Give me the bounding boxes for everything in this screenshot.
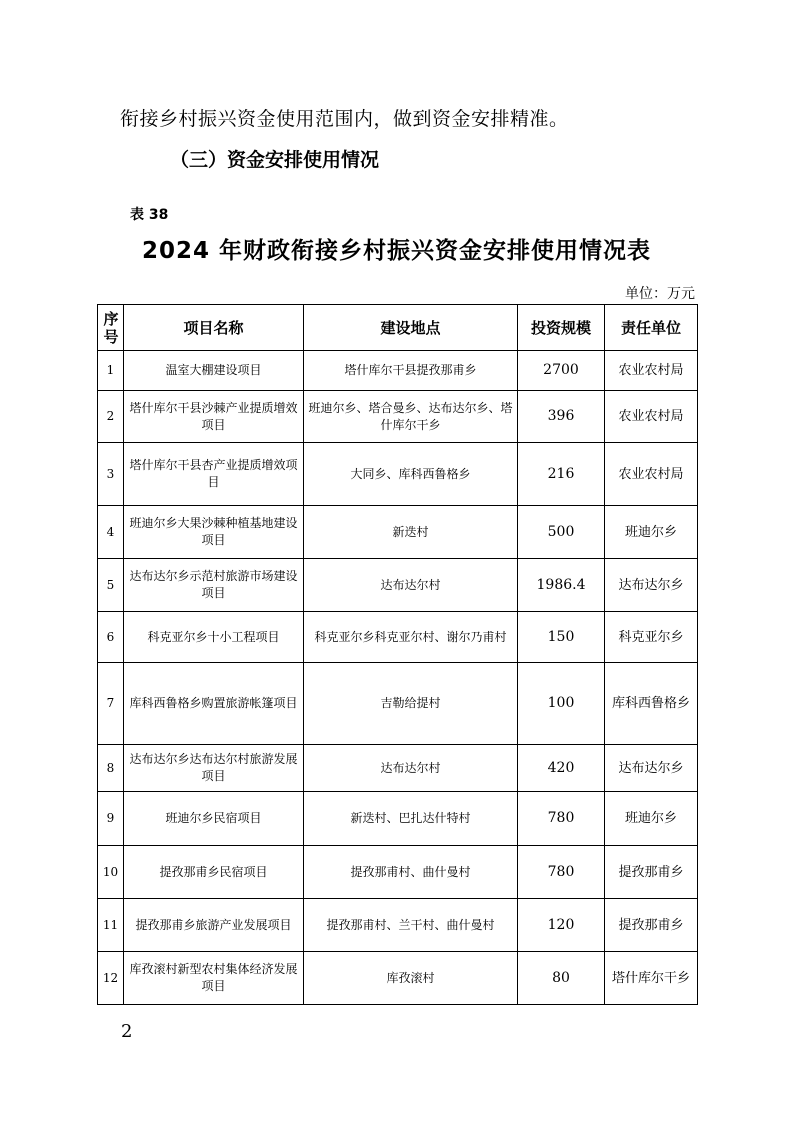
cell-name: 提孜那甫乡旅游产业发展项目 <box>124 899 304 952</box>
cell-investment: 2700 <box>518 351 605 391</box>
cell-seq: 5 <box>98 559 124 612</box>
cell-location: 大同乡、库科西鲁格乡 <box>304 443 518 506</box>
header-location: 建设地点 <box>304 305 518 351</box>
cell-name: 温室大棚建设项目 <box>124 351 304 391</box>
cell-location: 达布达尔村 <box>304 559 518 612</box>
cell-seq: 12 <box>98 952 124 1005</box>
cell-seq: 1 <box>98 351 124 391</box>
table-row <box>98 952 698 1005</box>
cell-name: 库科西鲁格乡购置旅游帐篷项目 <box>124 663 304 745</box>
cell-name: 库孜滚村新型农村集体经济发展项目 <box>124 952 304 1005</box>
cell-name: 班迪尔乡大果沙棘种植基地建设项目 <box>124 506 304 559</box>
cell-location: 提孜那甫村、兰干村、曲什曼村 <box>304 899 518 952</box>
cell-location: 提孜那甫村、曲什曼村 <box>304 846 518 899</box>
cell-name: 塔什库尔干县杏产业提质增效项目 <box>124 443 304 506</box>
cell-name: 达布达尔乡达布达尔村旅游发展项目 <box>124 745 304 792</box>
header-name: 项目名称 <box>124 305 304 351</box>
cell-investment: 396 <box>518 391 605 443</box>
cell-name: 班迪尔乡民宿项目 <box>124 792 304 846</box>
header-investment: 投资规模 <box>518 305 605 351</box>
cell-location: 塔什库尔干县提孜那甫乡 <box>304 351 518 391</box>
table-title: 2024 年财政衔接乡村振兴资金安排使用情况表 <box>141 238 652 264</box>
table-row <box>98 506 698 559</box>
section-heading: （三）资金安排使用情况 <box>170 149 380 171</box>
cell-location: 新迭村、巴扎达什特村 <box>304 792 518 846</box>
cell-seq: 6 <box>98 612 124 663</box>
cell-name: 科克亚尔乡十小工程项目 <box>124 612 304 663</box>
table-row <box>98 391 698 443</box>
page-number: 2 <box>121 1021 133 1042</box>
cell-seq: 3 <box>98 443 124 506</box>
cell-seq: 10 <box>98 846 124 899</box>
cell-location: 库孜滚村 <box>304 952 518 1005</box>
table-row <box>98 351 698 391</box>
table-row <box>98 663 698 745</box>
cell-investment: 100 <box>518 663 605 745</box>
cell-investment: 120 <box>518 899 605 952</box>
cell-seq: 7 <box>98 663 124 745</box>
cell-responsible: 塔什库尔干乡 <box>605 952 698 1005</box>
cell-responsible: 科克亚尔乡 <box>605 612 698 663</box>
header-responsible: 责任单位 <box>605 305 698 351</box>
table-number: 表 38 <box>130 207 169 223</box>
cell-name: 达布达尔乡示范村旅游市场建设项目 <box>124 559 304 612</box>
table-row <box>98 899 698 952</box>
cell-responsible: 农业农村局 <box>605 351 698 391</box>
cell-responsible: 班迪尔乡 <box>605 506 698 559</box>
cell-seq: 11 <box>98 899 124 952</box>
cell-investment: 420 <box>518 745 605 792</box>
cell-investment: 500 <box>518 506 605 559</box>
cell-location: 科克亚尔乡科克亚尔村、谢尔乃甫村 <box>304 612 518 663</box>
cell-responsible: 达布达尔乡 <box>605 559 698 612</box>
cell-location: 班迪尔乡、塔合曼乡、达布达尔乡、塔什库尔干乡 <box>304 391 518 443</box>
cell-responsible: 达布达尔乡 <box>605 745 698 792</box>
cell-name: 提孜那甫乡民宿项目 <box>124 846 304 899</box>
cell-investment: 216 <box>518 443 605 506</box>
cell-investment: 780 <box>518 846 605 899</box>
body-paragraph: 衔接乡村振兴资金使用范围内，做到资金安排精准。 <box>120 108 569 130</box>
cell-location: 达布达尔村 <box>304 745 518 792</box>
table-row <box>98 745 698 792</box>
cell-seq: 4 <box>98 506 124 559</box>
cell-location: 吉勒给提村 <box>304 663 518 745</box>
cell-location: 新迭村 <box>304 506 518 559</box>
cell-responsible: 提孜那甫乡 <box>605 846 698 899</box>
cell-responsible: 提孜那甫乡 <box>605 899 698 952</box>
header-seq: 序号 <box>98 305 124 351</box>
cell-investment: 80 <box>518 952 605 1005</box>
cell-seq: 2 <box>98 391 124 443</box>
table-row <box>98 612 698 663</box>
table-row <box>98 443 698 506</box>
table-row <box>98 846 698 899</box>
cell-responsible: 班迪尔乡 <box>605 792 698 846</box>
funding-table <box>97 304 698 1005</box>
cell-seq: 8 <box>98 745 124 792</box>
cell-responsible: 库科西鲁格乡 <box>605 663 698 745</box>
cell-seq: 9 <box>98 792 124 846</box>
cell-investment: 1986.4 <box>518 559 605 612</box>
cell-responsible: 农业农村局 <box>605 443 698 506</box>
cell-investment: 150 <box>518 612 605 663</box>
unit-label: 单位：万元 <box>625 286 695 302</box>
cell-investment: 780 <box>518 792 605 846</box>
cell-name: 塔什库尔干县沙棘产业提质增效项目 <box>124 391 304 443</box>
table-row <box>98 559 698 612</box>
table-row <box>98 792 698 846</box>
cell-responsible: 农业农村局 <box>605 391 698 443</box>
header-row <box>98 305 698 351</box>
